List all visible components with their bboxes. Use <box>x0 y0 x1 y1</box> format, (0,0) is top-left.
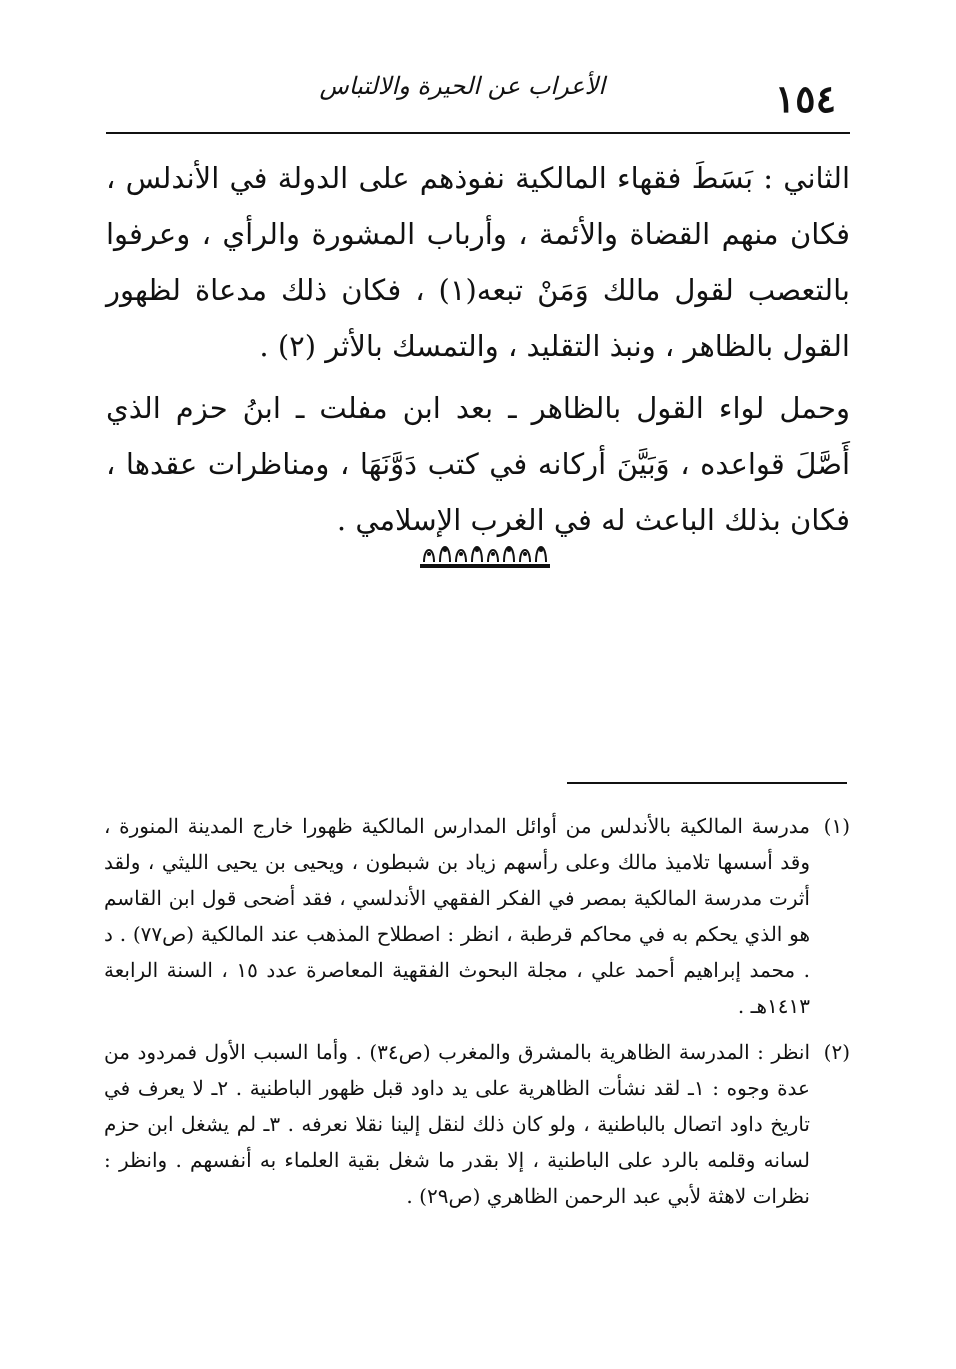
footnote-rule <box>567 782 847 784</box>
body-paragraph-1: الثاني : بَسَطَ فقهاء المالكية نفوذهم على الدولة في الأندلس ، فكان منهم القضاة والأئمة ، وأرباب المشورة والرأي ، وعرفوا بالتعصب لقول مالك وَمَنْ تبعه(١) ، فكان ذلك مدعاة لظهور القول بالظاهر ، ونبذ التقليد ، والتمسك بالأثر (٢) . <box>106 161 850 363</box>
footnote-2 <box>104 1034 850 1214</box>
header-rule <box>106 132 850 134</box>
footnote-number: (١) <box>823 814 850 838</box>
footnote-number: (٢) <box>823 1040 850 1064</box>
page-number: ١٥٤ <box>774 76 836 121</box>
section-end-ornament <box>420 536 550 570</box>
footnote-text: مدرسة المالكية بالأندلس من أوائل المدارس المالكية ظهورا خارج المدينة المنورة ، وقد أسسها تلاميذ مالك وعلى رأسهم زياد بن شبطون ، ويحيى بن يحيى الليثي ، ولقد أثرت مدرسة المالكية بمصر في الفكر الفقهي الأندلسي ، فقد أضحى قول ابن القاسم هو الذي يحكم به في محاكم قرطبة ، انظر : اصطلاح المذهب عند المالكية (ص٧٧) . د . محمد إبراهيم أحمد علي ، مجلة البحوث الفقهية المعاصرة عدد ١٥ ، السنة الرابعة ١٤١٣هـ . <box>104 814 811 1018</box>
running-header-title: الأعراب عن الحيرة والالتباس <box>319 72 605 100</box>
footnote-text: انظر : المدرسة الظاهرية بالمشرق والمغرب (ص٣٤) . وأما السبب الأول فمردود من عدة وجوه : ١ـ لقد نشأت الظاهرية على يد داود قبل ظهور الباطنية . ٢ـ لا يعرف في تاريخ داود اتصال بالباطنية ، ولو كان ذلك لنقل إلينا نقلا نعرفه . ٣ـ لم يشغل ابن حزم لسانه وقلمه بالرد على الباطنية ، إلا بقدر ما شغل بقية العلماء به أنفسهم . وانظر : نظرات لاهثة لأبي عبد الرحمن الظاهري (ص٢٩) . <box>104 1040 810 1208</box>
footnotes <box>104 808 850 1224</box>
main-text <box>106 150 850 554</box>
footnote-1 <box>104 808 850 1024</box>
body-paragraph-2: وحمل لواء القول بالظاهر ـ بعد ابن مفلت ـ ابنُ حزم الذي أَصَّلَ قواعده ، وَبَيَّنَ أركانه في كتب دَوَّنَهَا ، ومناظرات عقدها ، فكان بذلك الباعث له في الغرب الإسلامي . <box>106 391 850 537</box>
